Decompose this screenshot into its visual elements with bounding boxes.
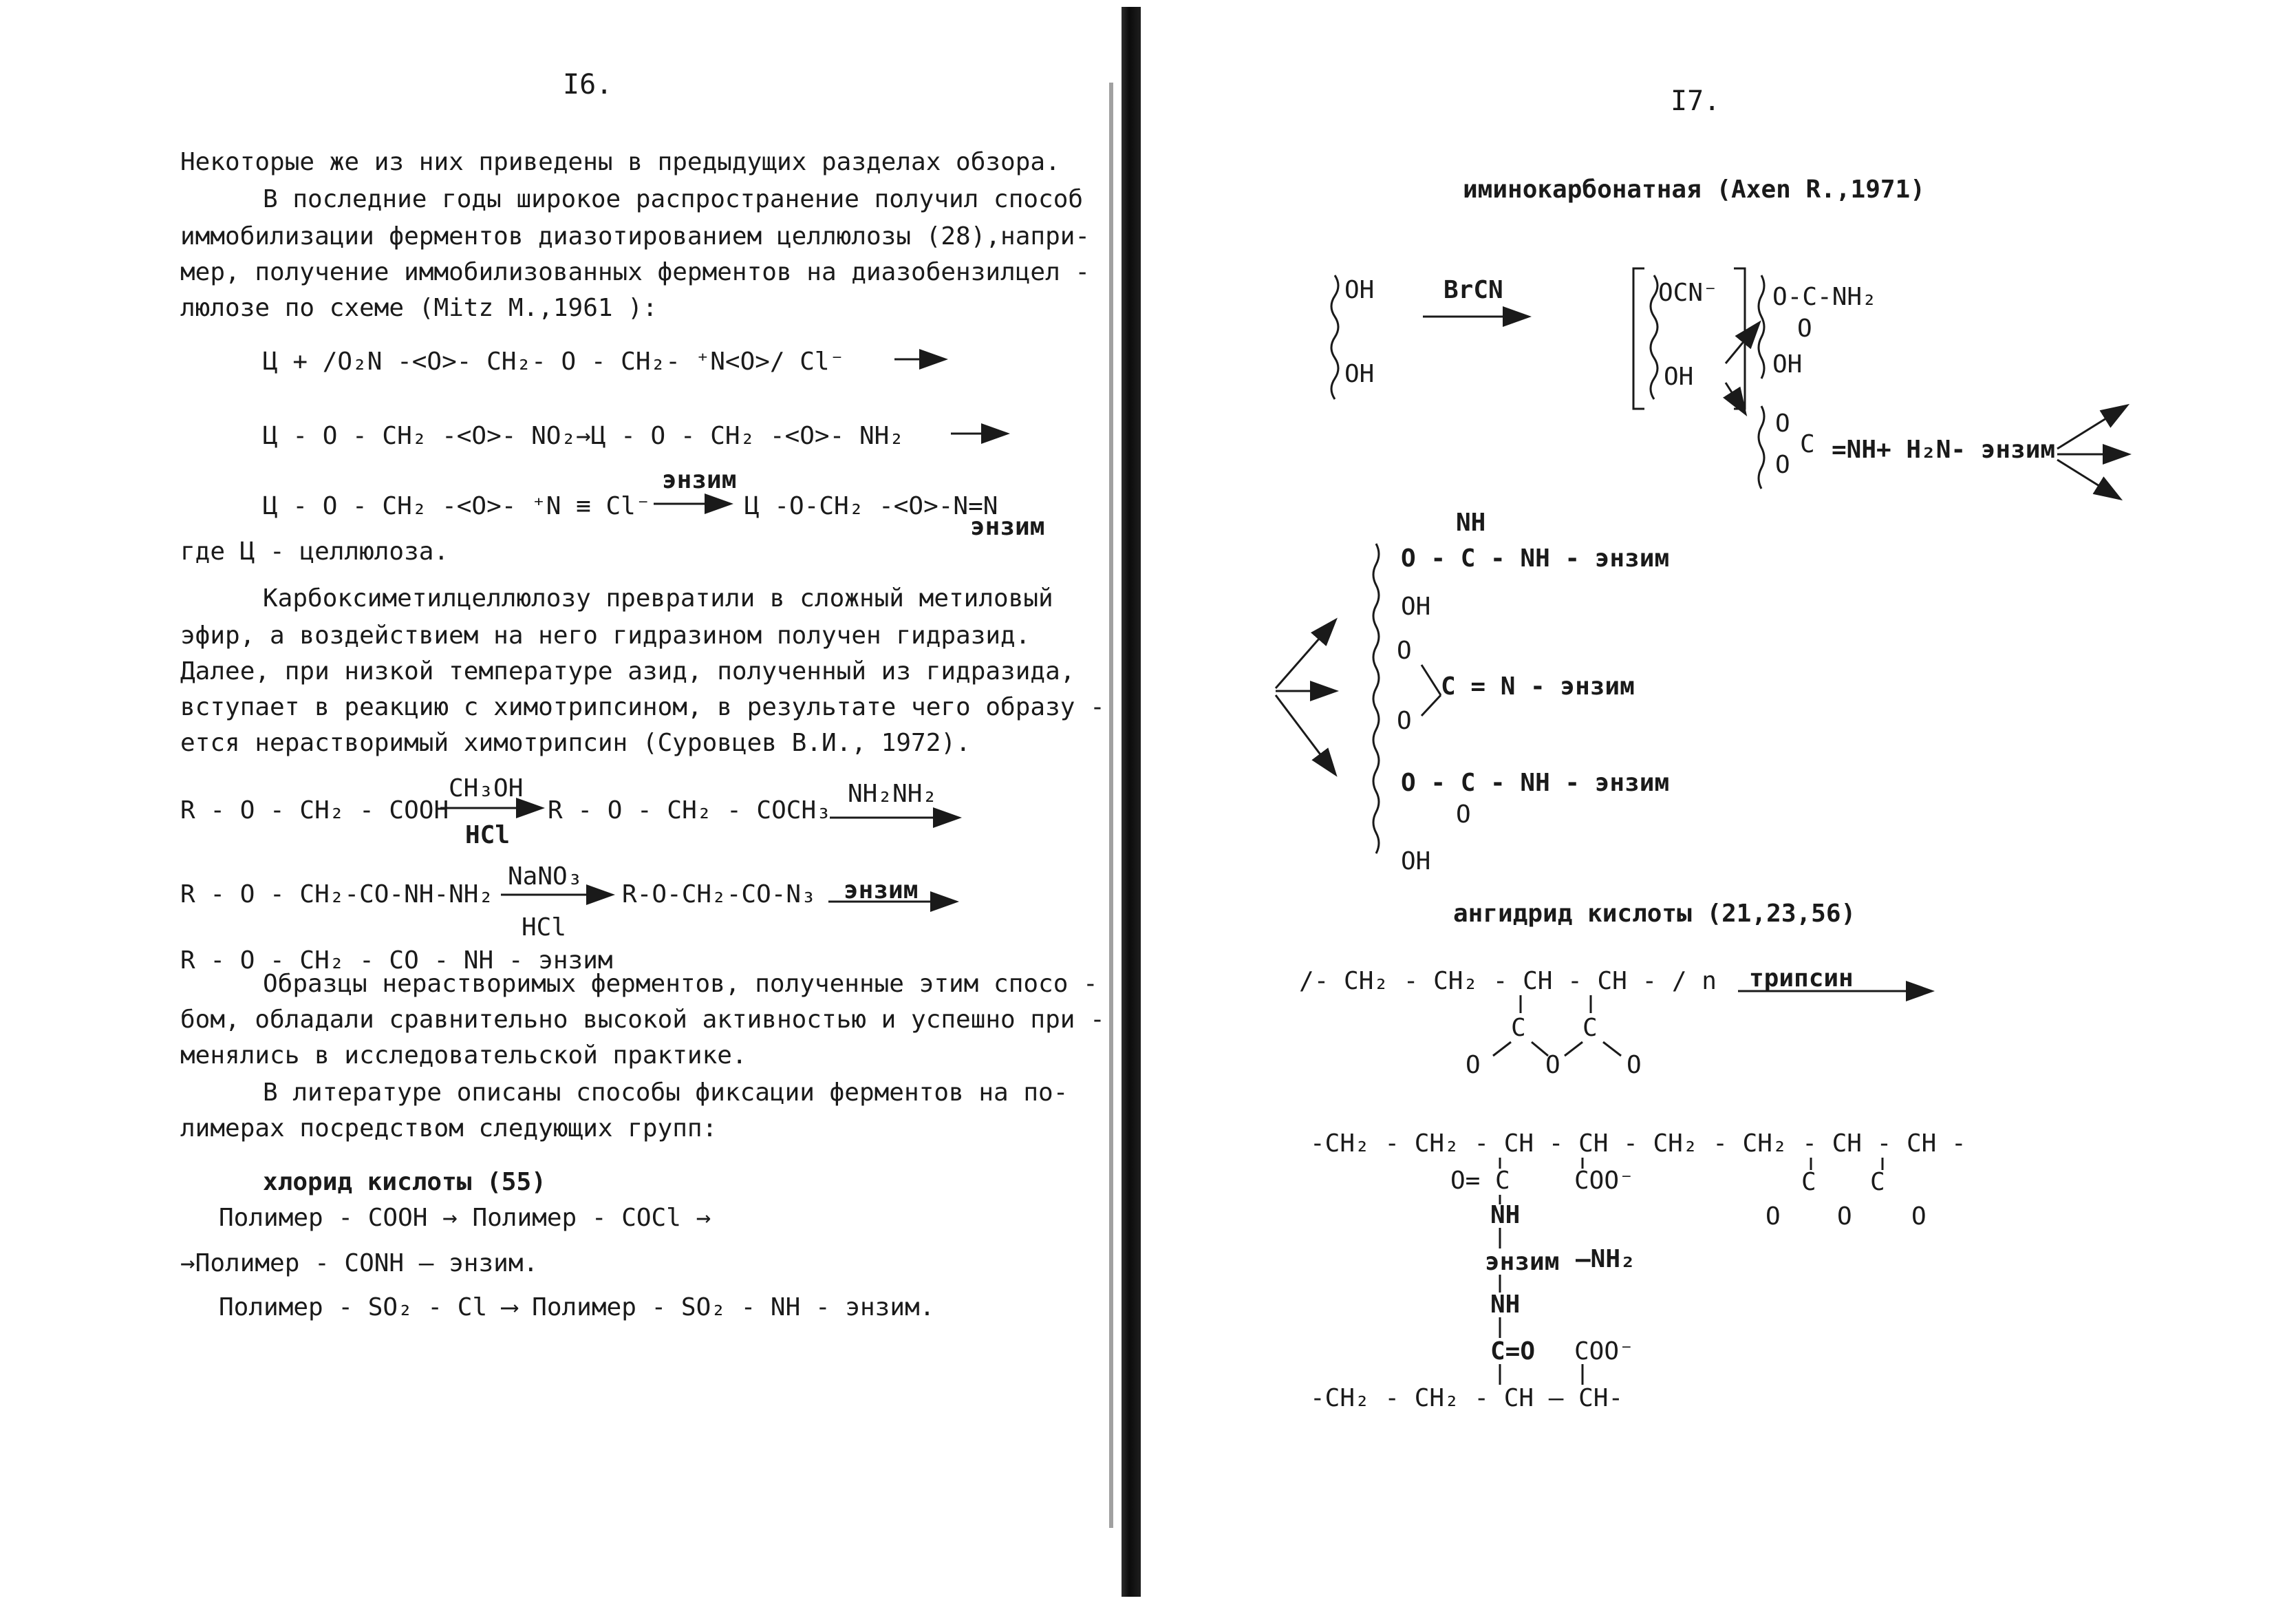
anh-o1: O [1466,1051,1481,1079]
scheme-row-3: Ц - O - CH₂ -<O>- ⁺N ≡ Cl⁻ [263,492,651,520]
brcn-reagent: BrCN [1444,276,1503,304]
bracket-right [1734,268,1745,409]
page-number-right: I7. [1671,85,1721,117]
anhydride-chain: /- CH₂ - CH₂ - CH - CH - / n [1299,967,1717,995]
anh-c2: C [1582,1014,1598,1042]
product-oh-1: OH [1401,593,1431,621]
product-o-a: O [1397,637,1412,665]
conj-coo-2: COO⁻ [1574,1337,1634,1365]
scheme2-b-top: NaNO₃ [508,862,583,891]
arrow-product-down [1276,695,1335,774]
conj-nh2: —NH₂ [1576,1245,1635,1273]
wavy-chain-1 [1331,275,1338,399]
wavy-chain-4 [1759,406,1764,489]
scheme2-a-bottom: HCl [465,821,511,849]
cyclic-o-bottom: O [1775,451,1790,479]
anh-o3: O [1627,1051,1642,1079]
arrow-split-up [2057,406,2126,449]
arrow-to-carbamate [1726,323,1759,363]
scheme2-b2: R-O-CH₂-CO-N₃ [622,880,816,908]
trypsin-reagent: трипсин [1749,964,1854,992]
wavy-chain-2 [1651,275,1657,399]
para-1: Некоторые же из них приведены в предыдущих разделах обзора. [180,148,1060,176]
conj-coo: COO⁻ [1574,1167,1634,1195]
chloride-heading: хлорид кислоты (55) [263,1168,546,1196]
anh-o2: O [1545,1051,1560,1079]
scheme2-b1: R - O - CH₂-CO-NH-NH₂ [180,880,494,908]
bond-a4 [1532,1042,1548,1056]
heading-iminocarbonate: иминокарбонатная (Axen R.,1971) [1463,176,1925,204]
arrow-product-up [1276,621,1335,688]
bracket-left [1633,268,1644,409]
scheme2-a-reagent: NH₂NH₂ [848,780,938,808]
polymer-line-1: Полимер - COOH → Полимер - COCl → [219,1204,711,1232]
conj-line-last: -CH₂ - CH₂ - CH — CH- [1310,1384,1624,1412]
scheme2-a1: R - O - CH₂ - COOH [180,796,449,825]
scheme-row-2: Ц - O - CH₂ -<O>- NO₂→Ц - O - CH₂ -<O>- NH₂ [263,422,904,450]
bond-a6 [1603,1042,1621,1056]
conj-o-c: O [1911,1202,1927,1231]
where-line: где Ц - целлюлоза. [180,538,449,566]
oh-bracket: OH [1664,363,1694,391]
scheme2-a-top: CH₃OH [449,774,524,802]
polymer-line-3: Полимер - SO₂ - Cl ⟶ Полимер - SO₂ - NH - энзим. [219,1293,935,1321]
conj-nh-2: NH [1490,1290,1521,1319]
scheme-row-3-enzyme: энзим [662,466,737,494]
scheme-row-3-product: Ц -O-CH₂ -<O>-N=N [744,492,998,520]
conj-enzyme: энзим [1485,1248,1560,1276]
cyclic-o-top: O [1775,410,1790,438]
imino-plus-enzyme: =NH+ H₂N- энзим [1832,436,2056,464]
conj-nh-1: NH [1490,1201,1521,1229]
carbamate-o: O [1797,315,1812,343]
product-oh-2: OH [1401,847,1431,875]
nh-top: NH [1456,509,1486,537]
product-row-3: C = N - энзим [1441,672,1635,701]
cyclic-c: C [1800,430,1815,458]
product-row-1: O - C - NH - энзим [1401,544,1670,573]
oh-side: OH [1772,350,1803,379]
conj-c-eq-o: C=O [1490,1337,1536,1365]
conj-o-b: O [1837,1202,1852,1231]
conj-c-b: C [1870,1168,1885,1196]
scheme-row-1: Ц + /O₂N -<O>- CH₂- O - CH₂- ⁺N<O>/ Cl⁻ [263,348,845,376]
wavy-chain-3 [1759,275,1764,379]
conj-c-a: C [1801,1168,1816,1196]
product-o-b: O [1397,707,1412,735]
scheme2-b-reagent: энзим [844,876,919,904]
scheme-row-3-enzyme-2: энзим [970,513,1045,541]
conj-o-a: O [1766,1202,1781,1231]
ocn-group: OCN⁻ [1658,279,1718,307]
bond-a5 [1565,1042,1582,1056]
conj-line-1: -CH₂ - CH₂ - CH - CH - CH₂ - CH₂ - CH - CH - [1310,1129,1966,1158]
oh-top: OH [1344,276,1375,304]
polymer-line-2: →Полимер - CONH — энзим. [180,1249,539,1277]
carbamate-group: O-C-NH₂ [1772,283,1877,311]
oh-bottom: OH [1344,360,1375,388]
heading-anhydride: ангидрид кислоты (21,23,56) [1453,900,1856,928]
anh-c1: C [1511,1014,1526,1042]
product-row-5: O - C - NH - энзим [1401,769,1670,797]
scheme2-b-bottom: HCl [522,913,567,942]
bond-a3 [1493,1042,1511,1056]
scheme2-c1: R - O - CH₂ - CO - NH - энзим [180,946,613,975]
cyclic-bond-1 [1421,665,1441,695]
arrow-split-down [2057,460,2119,498]
conj-o-eq-c: O= C [1450,1167,1510,1195]
product-o-c: O [1456,800,1471,829]
page-number-left: I6. [563,69,613,100]
cyclic-bond-2 [1421,695,1441,716]
scheme2-a2: R - O - CH₂ - COCH₃ [548,796,831,825]
wavy-chain-5 [1373,544,1379,853]
